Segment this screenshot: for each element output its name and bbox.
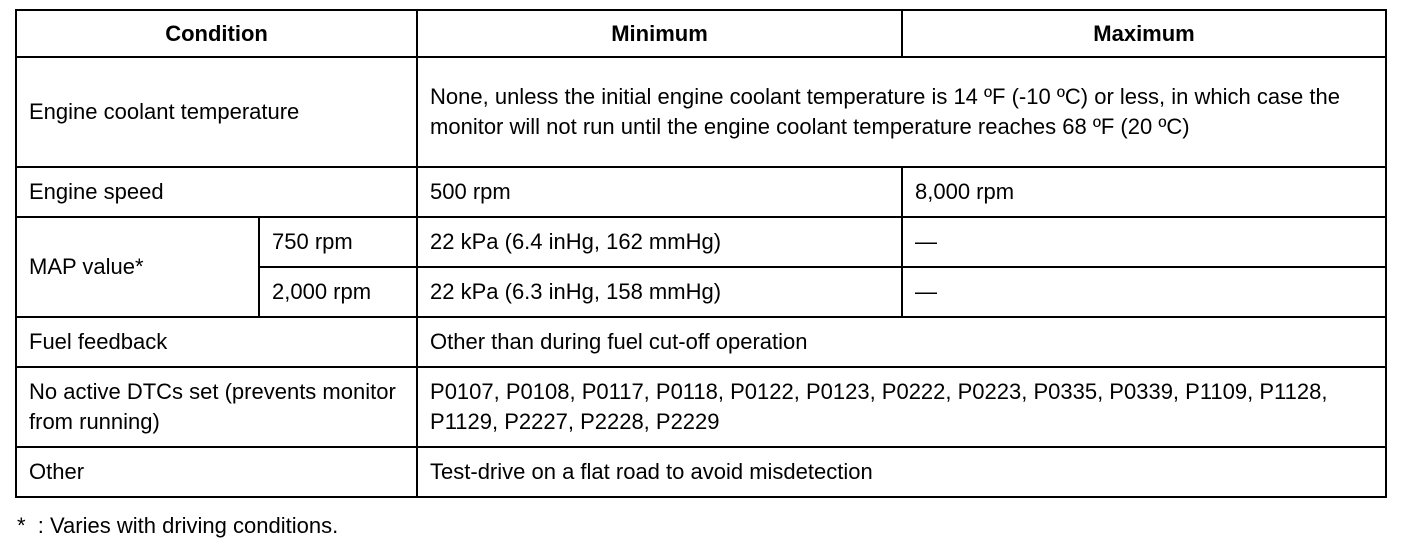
header-condition: Condition — [16, 10, 417, 57]
header-maximum: Maximum — [902, 10, 1386, 57]
minimum-cell: 22 kPa (6.4 inHg, 162 mmHg) — [417, 217, 902, 267]
value-cell: Other than during fuel cut-off operation — [417, 317, 1386, 367]
condition-cell: Fuel feedback — [16, 317, 417, 367]
footnote: * : Varies with driving conditions. — [17, 513, 339, 538]
table-row — [16, 167, 1386, 217]
table-row — [16, 57, 1386, 167]
table-row — [16, 217, 1386, 267]
table-header-row — [16, 10, 1386, 57]
maximum-cell: — — [902, 217, 1386, 267]
table-row — [16, 367, 1386, 447]
rpm-cell: 2,000 rpm — [259, 267, 417, 317]
condition-cell: Engine coolant temperature — [16, 57, 417, 167]
table-row — [16, 317, 1386, 367]
condition-cell: Other — [16, 447, 417, 497]
value-cell: P0107, P0108, P0117, P0118, P0122, P0123, P0222, P0223, P0335, P0339, P1109, P1128, P1129, P2227, P2228, P2229 — [417, 367, 1386, 447]
value-cell: None, unless the initial engine coolant temperature is 14 ºF (-10 ºC) or less, in which case the monitor will not run until the engine coolant temperature reaches 68 ºF (20 ºC) — [417, 57, 1386, 167]
value-cell: Test-drive on a flat road to avoid misdetection — [417, 447, 1386, 497]
maximum-cell: 8,000 rpm — [902, 167, 1386, 217]
table-row — [16, 447, 1386, 497]
rpm-cell: 750 rpm — [259, 217, 417, 267]
maximum-cell: — — [902, 267, 1386, 317]
minimum-cell: 22 kPa (6.3 inHg, 158 mmHg) — [417, 267, 902, 317]
condition-cell: No active DTCs set (prevents monitor from running) — [16, 367, 417, 447]
condition-cell: MAP value* — [16, 217, 259, 317]
header-minimum: Minimum — [417, 10, 902, 57]
condition-cell: Engine speed — [16, 167, 417, 217]
conditions-table — [15, 9, 1387, 498]
minimum-cell: 500 rpm — [417, 167, 902, 217]
